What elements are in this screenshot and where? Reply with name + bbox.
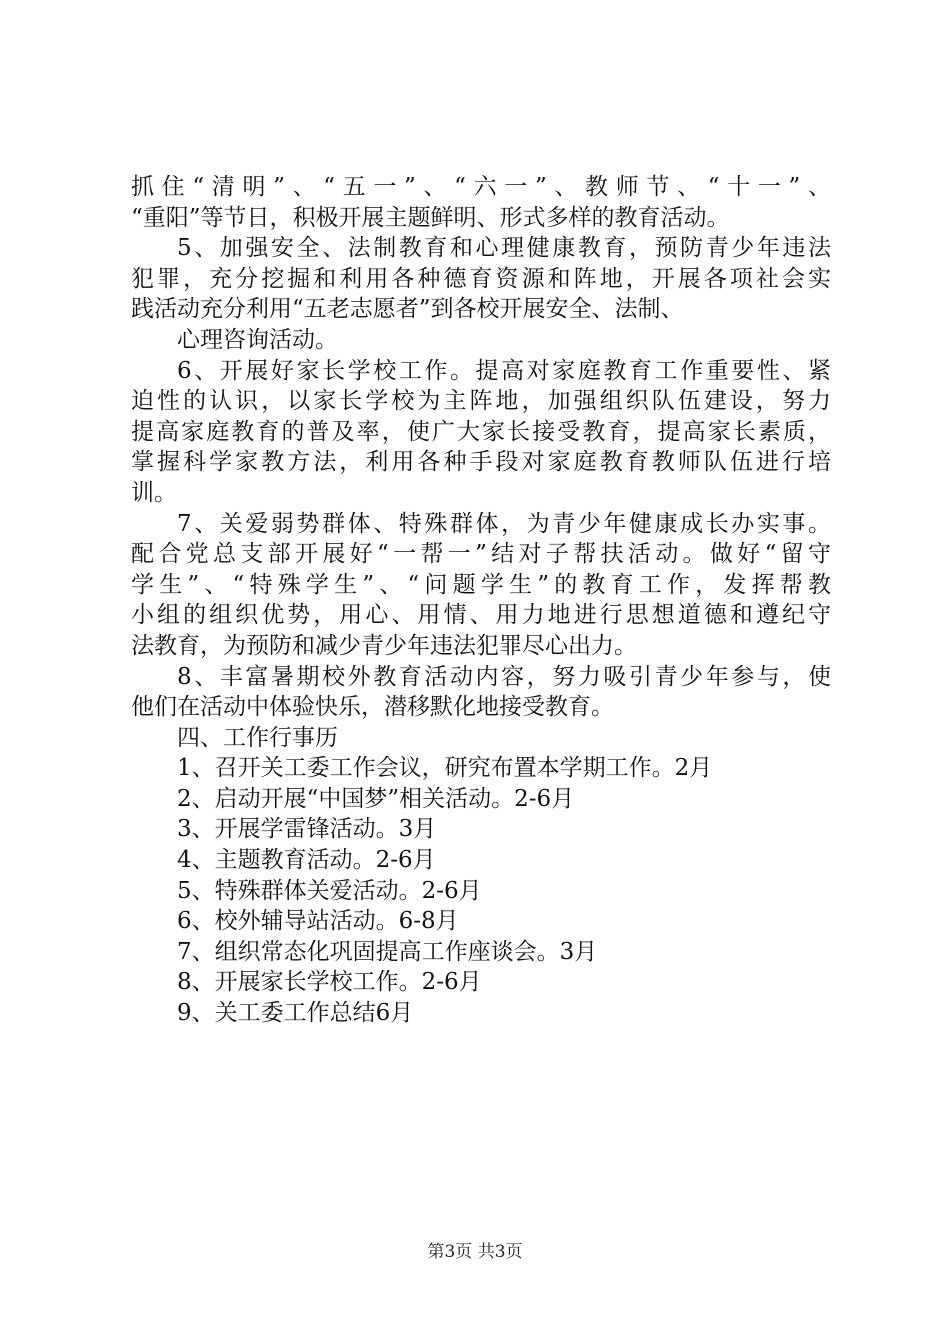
text-line: 8、开展家长学校工作。2-6月: [177, 969, 482, 996]
text-line: 6、开展好家长学校工作。提高对家庭教育工作重要性、紧: [177, 357, 831, 384]
text-line: 心理咨询活动。: [177, 326, 338, 353]
text-line: 迫性的认识，以家长学校为主阵地，加强组织队伍建设，努力: [131, 388, 831, 415]
text-line: 践活动充分利用“五老志愿者”到各校开展安全、法制、: [131, 296, 684, 323]
text-line: 掌握科学家教方法，利用各种手段对家庭教育教师队伍进行培: [131, 449, 831, 476]
text-line: 小组的组织优势，用心、用情、用力地进行思想道德和遵纪守: [131, 602, 831, 629]
text-line: 提高家庭教育的普及率，使广大家长接受教育，提高家长素质，: [131, 418, 831, 445]
text-line: 7、组织常态化巩固提高工作座谈会。3月: [177, 938, 598, 965]
text-line: 5、加强安全、法制教育和心理健康教育，预防青少年违法: [177, 235, 831, 262]
text-line: 法教育，为预防和减少青少年违法犯罪尽心出力。: [131, 632, 637, 659]
text-line: 1、召开关工委工作会议，研究布置本学期工作。2月: [177, 755, 713, 782]
page-footer: 第3页 共3页: [427, 1242, 523, 1262]
text-line: 5、特殊群体关爱活动。2-6月: [177, 877, 482, 904]
text-line: 9、关工委工作总结6月: [177, 1000, 414, 1027]
text-line: 7、关爱弱势群体、特殊群体，为青少年健康成长办实事。: [177, 510, 831, 537]
text-line: 2、启动开展“中国梦”相关活动。2-6月: [177, 785, 575, 812]
text-line: 4、主题教育活动。2-6月: [177, 847, 436, 874]
text-line: 3、开展学雷锋活动。3月: [177, 816, 437, 843]
text-line: 学生”、“特殊学生”、“问题学生”的教育工作，发挥帮教: [131, 571, 831, 598]
document-body: [131, 172, 831, 1029]
text-line: 配合党总支部开展好“一帮一”结对子帮扶活动。做好“留守: [131, 541, 831, 568]
text-line: 6、校外辅导站活动。6-8月: [177, 908, 459, 935]
text-line: 8、丰富暑期校外教育活动内容，努力吸引青少年参与，使: [177, 663, 831, 690]
text-line: 犯罪，充分挖掘和利用各种德育资源和阵地，开展各项社会实: [131, 265, 831, 292]
text-line: 四、工作行事历: [177, 724, 338, 751]
text-line: 抓住“清明”、“五一”、“六一”、教师节、“十一”、: [131, 174, 831, 200]
text-line: 他们在活动中体验快乐，潜移默化地接受教育。: [131, 694, 614, 721]
text-line: 训。: [131, 479, 177, 506]
text-line: “重阳”等节日，积极开展主题鲜明、形式多样的教育活动。: [131, 204, 730, 231]
